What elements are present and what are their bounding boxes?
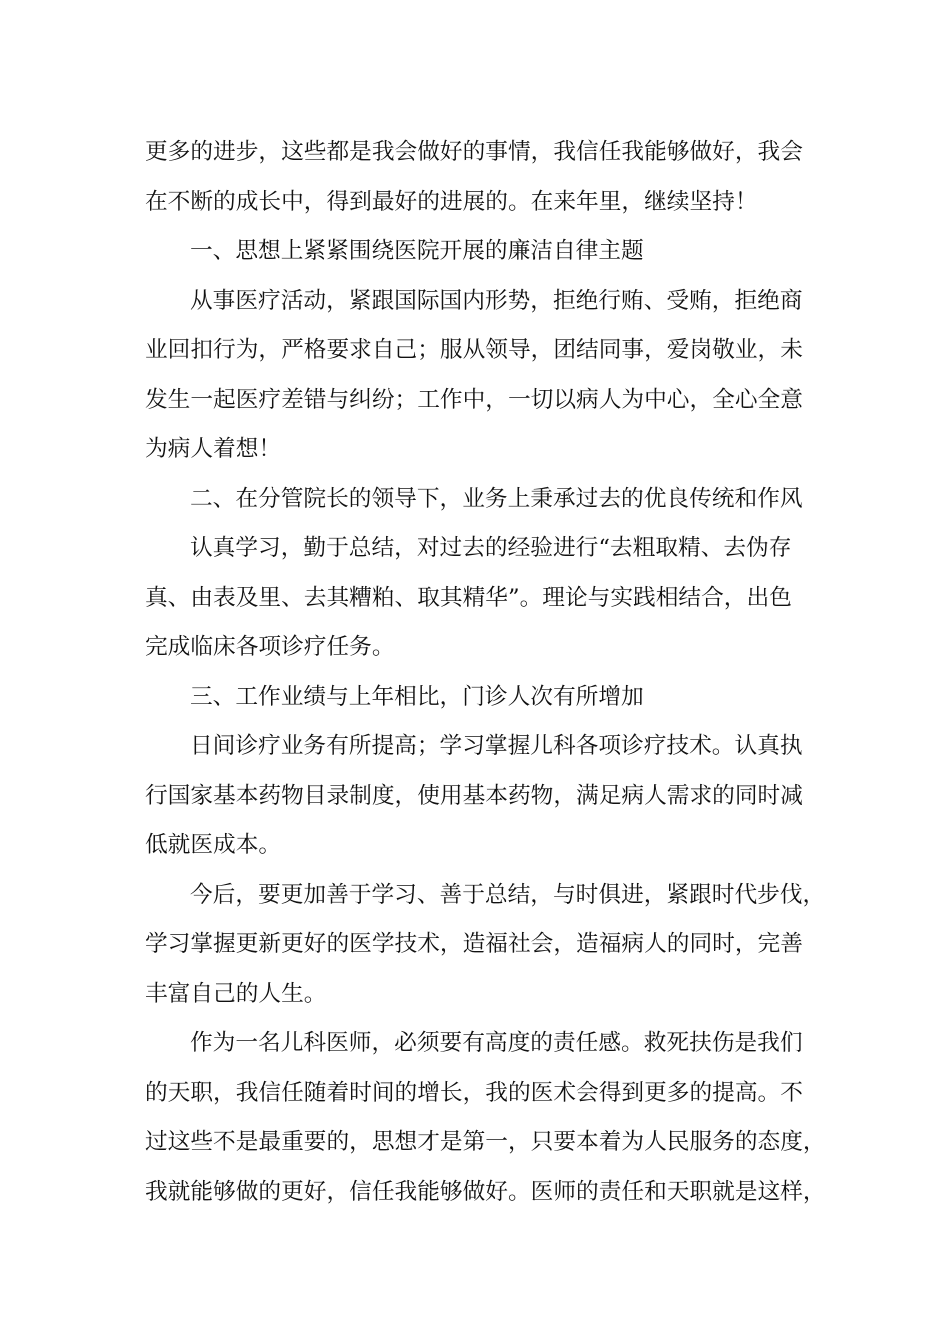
- text-line: 低就医成本。: [145, 832, 282, 858]
- text-line: 今后，要更加善于学习、善于总结，与时俱进，紧跟时代步伐，: [190, 881, 826, 908]
- document-body: [145, 128, 827, 1217]
- text-line: 的天职，我信任随着时间的增长，我的医术会得到更多的提高。不: [145, 1079, 803, 1106]
- text-line: 完成临床各项诊疗任务。: [145, 634, 395, 660]
- text-line: 发生一起医疗差错与纠纷；工作中，一切以病人为中心，全心全意: [145, 386, 803, 413]
- section-heading: 一、思想上紧紧围绕医院开展的廉洁自律主题: [190, 238, 644, 264]
- text-line: 过这些不是最重要的，思想才是第一，只要本着为人民服务的态度，: [145, 1129, 826, 1155]
- text-line: 丰富自己的人生。: [145, 980, 327, 1007]
- section-heading: 二、在分管院长的领导下，业务上秉承过去的优良传统和作风: [190, 485, 803, 512]
- text-line: 为病人着想！: [145, 436, 282, 462]
- section-heading: 三、工作业绩与上年相比，门诊人次有所增加: [190, 683, 644, 710]
- text-line: 日间诊疗业务有所提高；学习掌握儿科各项诊疗技术。认真执: [190, 733, 803, 759]
- text-line: 在不断的成长中，得到最好的进展的。在来年里，继续坚持！: [145, 188, 758, 215]
- text-line: 作为一名儿科医师，必须要有高度的责任感。救死扶伤是我们: [190, 1030, 803, 1056]
- text-line: 认真学习，勤于总结，对过去的经验进行“去粗取精、去伪存: [190, 535, 792, 561]
- text-line: 行国家基本药物目录制度，使用基本药物，满足病人需求的同时减: [145, 782, 803, 809]
- text-line: 更多的进步，这些都是我会做好的事情，我信任我能够做好，我会: [145, 139, 803, 165]
- text-line: 业回扣行为，严格要求自己；服从领导，团结同事，爱岗敬业，未: [145, 337, 803, 363]
- text-line: 学习掌握更新更好的医学技术，造福社会，造福病人的同时，完善: [145, 931, 803, 957]
- text-line: 从事医疗活动，紧跟国际国内形势，拒绝行贿、受贿，拒绝商: [190, 287, 803, 314]
- text-line: 我就能够做的更好，信任我能够做好。医师的责任和天职就是这样，: [145, 1178, 826, 1205]
- text-line: 真、由表及里、去其糟粕、取其精华”。理论与实践相结合，出色: [145, 584, 792, 611]
